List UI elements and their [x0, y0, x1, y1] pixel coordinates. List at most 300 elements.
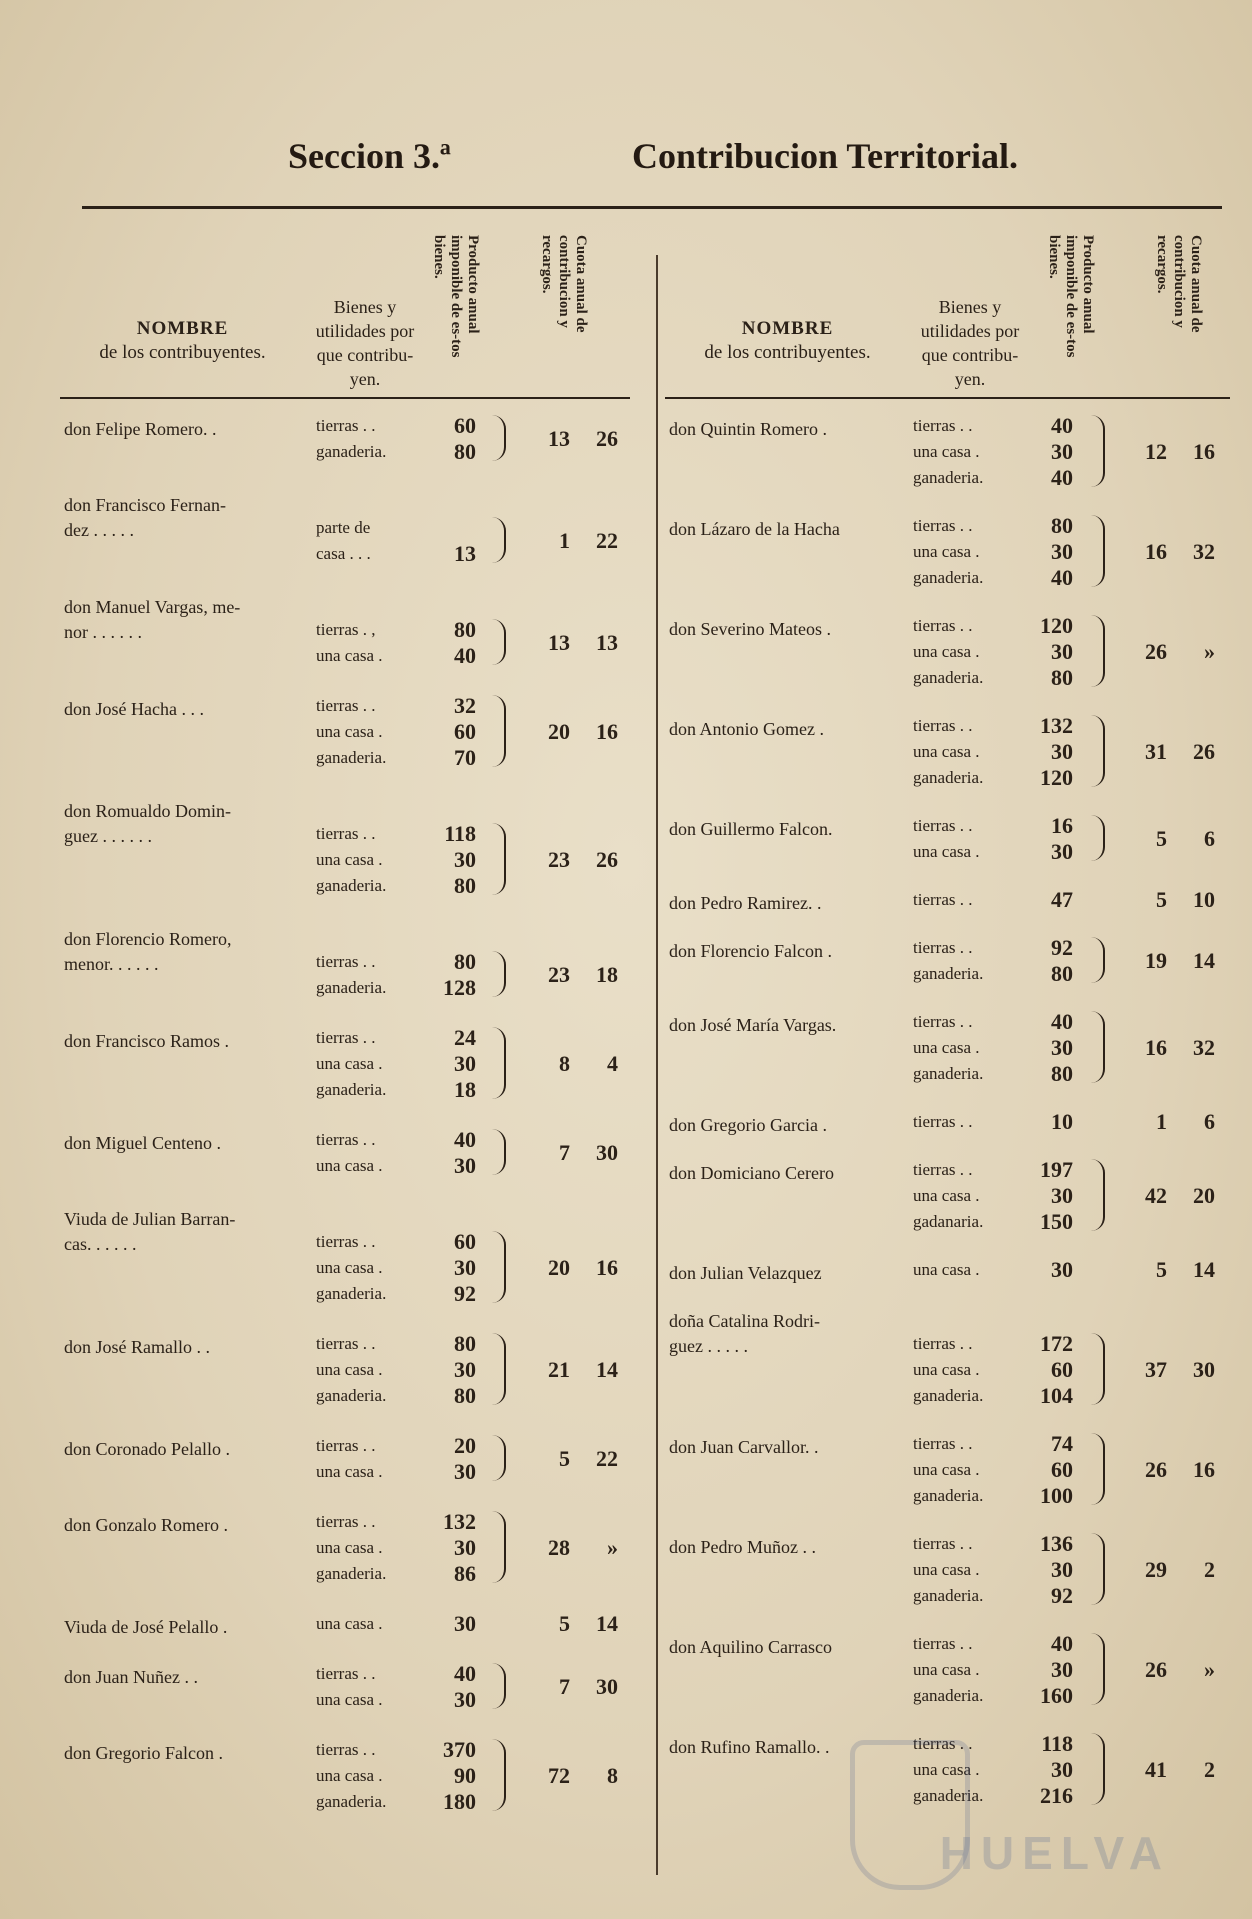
contributor-entry [665, 713, 1230, 813]
contributor-entry [665, 613, 1230, 713]
goods-item: una casa . [316, 1156, 383, 1175]
brace-mark [484, 1231, 506, 1303]
product-value: 40 [1051, 1631, 1073, 1656]
quota-value [518, 1255, 628, 1281]
right-header [665, 225, 1230, 399]
brace-mark [484, 517, 506, 563]
product-value: 92 [454, 1281, 476, 1306]
goods-item: gadanaria. [913, 1212, 984, 1231]
goods-item: tierras . . [913, 1434, 973, 1453]
product-value: 80 [454, 1331, 476, 1356]
goods-item: una casa . [316, 1054, 383, 1073]
contributor-name: doña Catalina Rodri- guez . . . . . [669, 1311, 820, 1356]
goods-item: tierras . . [316, 952, 376, 971]
goods-item: una casa . [316, 850, 383, 869]
quota-value [518, 1140, 628, 1166]
quota-cents: 10 [1193, 887, 1215, 912]
product-value: 80 [1051, 1061, 1073, 1086]
product-value: 30 [454, 1255, 476, 1280]
quota-cents: 14 [596, 1611, 618, 1636]
product-value: 30 [1051, 439, 1073, 464]
contributor-entry [60, 489, 630, 591]
goods-item: tierras . . [913, 616, 973, 635]
product-value: 16 [1051, 813, 1073, 838]
quota-reales: 26 [1145, 1657, 1167, 1682]
goods-item: una casa . [316, 1614, 383, 1633]
contributor-name: don Florencio Romero, menor. . . . . . [64, 929, 232, 974]
contributor-name: don Antonio Gomez . [669, 719, 824, 739]
goods-item: tierras . . [913, 1734, 973, 1753]
goods-item: una casa . [913, 842, 980, 861]
goods-item: una casa . [913, 742, 980, 761]
brace-mark [1083, 415, 1105, 487]
left-entries [60, 413, 630, 1839]
quota-cents: » [607, 1535, 618, 1560]
quota-cents: 32 [1193, 1035, 1215, 1060]
product-value: 30 [454, 1535, 476, 1560]
product-value: 80 [1051, 665, 1073, 690]
quota-value [518, 528, 628, 554]
product-value: 30 [1051, 1183, 1073, 1208]
quota-value [1115, 1035, 1225, 1061]
brace-mark [1083, 515, 1105, 587]
quota-cents: 26 [596, 426, 618, 451]
quota-reales: 29 [1145, 1557, 1167, 1582]
goods-item: ganaderia. [316, 442, 387, 461]
product-value: 32 [454, 693, 476, 718]
product-value: 70 [454, 745, 476, 770]
product-value: 86 [454, 1561, 476, 1586]
quota-reales: 13 [548, 426, 570, 451]
goods-header: Bienes y utilidades por que contribu-yen. [315, 297, 415, 389]
product-value: 60 [454, 719, 476, 744]
quota-header: Cuota anual de contribucion y recargos. [539, 235, 589, 333]
product-value: 30 [454, 1051, 476, 1076]
goods-item: ganaderia. [316, 1386, 387, 1405]
name-header: NOMBRE de los contribuyentes. [99, 318, 266, 363]
brace-mark [484, 415, 506, 461]
quota-reales: 37 [1145, 1357, 1167, 1382]
contributor-entry [665, 413, 1230, 513]
contributor-name: don Felipe Romero. . [64, 419, 217, 439]
contributor-entry [665, 887, 1230, 935]
quota-reales: 12 [1145, 439, 1167, 464]
goods-item: tierras . . [316, 696, 376, 715]
contributor-name: don Francisco Fernan- dez . . . . . [64, 495, 226, 540]
quota-cents: 16 [596, 719, 618, 744]
quota-value [518, 1611, 628, 1637]
contributor-entry [60, 923, 630, 1025]
quota-reales: 1 [1156, 1109, 1167, 1134]
goods-item: ganaderia. [913, 768, 984, 787]
goods-item: una casa . [316, 646, 383, 665]
goods-item: ganaderia. [913, 468, 984, 487]
quota-reales: 8 [559, 1051, 570, 1076]
product-value: 104 [1040, 1383, 1073, 1408]
product-value: 30 [1051, 1557, 1073, 1582]
quota-cents: » [1204, 1657, 1215, 1682]
goods-item: ganaderia. [316, 978, 387, 997]
product-value: 60 [1051, 1457, 1073, 1482]
quota-reales: 23 [548, 847, 570, 872]
contributor-entry [60, 413, 630, 489]
contributor-entry [60, 1331, 630, 1433]
product-value: 60 [454, 1229, 476, 1254]
quota-value [1115, 1257, 1225, 1283]
quota-cents: 8 [607, 1763, 618, 1788]
goods-item: tierras . . [913, 1012, 973, 1031]
contributor-name: don Francisco Ramos . [64, 1031, 229, 1051]
goods-item: tierras . . [316, 416, 376, 435]
quota-reales: 42 [1145, 1183, 1167, 1208]
goods-item: ganaderia. [316, 748, 387, 767]
quota-reales: 21 [548, 1357, 570, 1382]
goods-item: una casa . [913, 1038, 980, 1057]
contributor-entry [665, 1531, 1230, 1631]
goods-item: ganaderia. [316, 1792, 387, 1811]
goods-item: ganaderia. [913, 964, 984, 983]
goods-item: tierras . . [316, 1664, 376, 1683]
goods-item: una casa . [913, 1360, 980, 1379]
goods-item: una casa . [913, 642, 980, 661]
quota-reales: 16 [1145, 1035, 1167, 1060]
contributor-entry [665, 1431, 1230, 1531]
goods-item: ganaderia. [913, 1786, 984, 1805]
contributor-entry [60, 1127, 630, 1203]
quota-header: Cuota anual de contribucion y recargos. [1154, 235, 1204, 333]
contributor-name: don Pedro Ramirez. . [669, 893, 822, 913]
product-value: 80 [1051, 513, 1073, 538]
product-value: 40 [454, 1661, 476, 1686]
product-value: 80 [1051, 961, 1073, 986]
contributor-name: don Manuel Vargas, me- nor . . . . . . [64, 597, 241, 642]
quota-value [1115, 1183, 1225, 1209]
goods-item: ganaderia. [913, 1064, 984, 1083]
brace-mark [484, 1739, 506, 1811]
brace-mark [1083, 937, 1105, 983]
product-value: 60 [454, 413, 476, 438]
right-column [665, 225, 1230, 1831]
quota-value [518, 426, 628, 452]
quota-reales: 26 [1145, 1457, 1167, 1482]
contributor-entry [60, 1737, 630, 1839]
quota-value [518, 1535, 628, 1561]
product-value: 160 [1040, 1683, 1073, 1708]
quota-value [1115, 539, 1225, 565]
quota-reales: 26 [1145, 639, 1167, 664]
goods-item: una casa . [913, 1260, 980, 1279]
quota-value [518, 1357, 628, 1383]
contributor-name: Viuda de Julian Barran- cas. . . . . . [64, 1209, 236, 1254]
name-header: NOMBRE de los contribuyentes. [704, 318, 871, 363]
brace-mark [484, 619, 506, 665]
right-entries [665, 413, 1230, 1831]
contributor-name: don Juan Nuñez . . [64, 1667, 198, 1687]
goods-item: una casa . [316, 1360, 383, 1379]
quota-reales: 1 [559, 528, 570, 553]
quota-cents: 26 [596, 847, 618, 872]
product-value: 120 [1040, 765, 1073, 790]
quota-reales: 7 [559, 1674, 570, 1699]
brace-mark [484, 823, 506, 895]
goods-item: tierras . . [316, 1130, 376, 1149]
goods-item: ganaderia. [913, 1386, 984, 1405]
quota-reales: 31 [1145, 739, 1167, 764]
product-value: 30 [454, 1153, 476, 1178]
quota-cents: 13 [596, 630, 618, 655]
product-value: 24 [454, 1025, 476, 1050]
contributor-name: don Romualdo Domin- guez . . . . . . [64, 801, 231, 846]
quota-reales: 5 [559, 1446, 570, 1471]
product-value: 30 [1051, 1257, 1073, 1282]
product-value: 30 [1051, 1757, 1073, 1782]
brace-mark [1083, 1433, 1105, 1505]
quota-value [1115, 1357, 1225, 1383]
quota-cents: 30 [1193, 1357, 1215, 1382]
brace-mark [1083, 1533, 1105, 1605]
goods-item: tierras . . [913, 1534, 973, 1553]
product-value: 370 [443, 1737, 476, 1762]
contributor-entry [60, 591, 630, 693]
contributor-entry [665, 1631, 1230, 1731]
quota-value [518, 1763, 628, 1789]
contributor-entry [665, 935, 1230, 1009]
product-value: 197 [1040, 1157, 1073, 1182]
goods-item: ganaderia. [913, 568, 984, 587]
goods-item: una casa . [316, 1462, 383, 1481]
quota-reales: 16 [1145, 539, 1167, 564]
contributor-entry [665, 1109, 1230, 1157]
product-value: 80 [454, 617, 476, 642]
contributor-entry [665, 1009, 1230, 1109]
quota-reales: 5 [1156, 887, 1167, 912]
goods-item: tierras . . [913, 1334, 973, 1353]
brace-mark [484, 695, 506, 767]
contributor-name: don José Ramallo . . [64, 1337, 210, 1357]
contributor-name: don Rufino Ramallo. . [669, 1737, 830, 1757]
contributor-name: don José Hacha . . . [64, 699, 204, 719]
quota-value [518, 1446, 628, 1472]
left-column [60, 225, 630, 1839]
product-value: 40 [1051, 413, 1073, 438]
contributor-entry [60, 693, 630, 795]
product-value: 30 [1051, 1657, 1073, 1682]
goods-item: ganaderia. [913, 1686, 984, 1705]
goods-item: tierras . . [316, 1512, 376, 1531]
contributor-name: don Julian Velazquez [669, 1263, 822, 1283]
quota-reales: 20 [548, 719, 570, 744]
quota-value [518, 1674, 628, 1700]
archive-watermark: HUELVA [850, 1740, 1180, 1890]
product-header: Producto anual imponible de es-tos bienes. [1046, 235, 1096, 358]
quota-value [1115, 739, 1225, 765]
contributor-entry [60, 1509, 630, 1611]
section-heading: Seccion 3.ª [288, 136, 451, 176]
product-value: 60 [1051, 1357, 1073, 1382]
contributor-name: don Florencio Falcon . [669, 941, 832, 961]
product-value: 74 [1051, 1431, 1073, 1456]
quota-cents: 30 [596, 1674, 618, 1699]
product-value: 30 [1051, 739, 1073, 764]
quota-cents: 16 [596, 1255, 618, 1280]
product-value: 40 [454, 643, 476, 668]
top-rule [82, 206, 1222, 209]
quota-cents: 16 [1193, 439, 1215, 464]
product-value: 172 [1040, 1331, 1073, 1356]
product-value: 40 [1051, 1009, 1073, 1034]
goods-item: una casa . [913, 542, 980, 561]
quota-cents: 16 [1193, 1457, 1215, 1482]
product-value: 30 [454, 1687, 476, 1712]
goods-item: tierras . . [913, 516, 973, 535]
product-value: 30 [454, 1611, 476, 1636]
goods-item: una casa . [316, 1766, 383, 1785]
product-value: 118 [1041, 1731, 1073, 1756]
brace-mark [484, 1027, 506, 1099]
goods-item: tierras . . [316, 1232, 376, 1251]
column-divider [656, 255, 658, 1875]
goods-item: una casa . [913, 1460, 980, 1479]
goods-item: casa . . . [316, 544, 371, 563]
goods-item: tierras . . [913, 1112, 973, 1131]
product-value: 40 [1051, 565, 1073, 590]
goods-item: ganaderia. [316, 1284, 387, 1303]
brace-mark [484, 1435, 506, 1481]
goods-item: una casa . [913, 1560, 980, 1579]
goods-item: una casa . [913, 1660, 980, 1679]
quota-value [1115, 439, 1225, 465]
brace-mark [484, 1333, 506, 1405]
quota-reales: 28 [548, 1535, 570, 1560]
product-value: 150 [1040, 1209, 1073, 1234]
product-value: 18 [454, 1077, 476, 1102]
brace-mark [484, 951, 506, 997]
product-value: 128 [443, 975, 476, 1000]
quota-reales: 41 [1145, 1757, 1167, 1782]
quota-cents: 22 [596, 1446, 618, 1471]
contributor-entry [665, 1157, 1230, 1257]
product-value: 40 [454, 1127, 476, 1152]
product-value: 136 [1040, 1531, 1073, 1556]
contributor-name: don Pedro Muñoz . . [669, 1537, 816, 1557]
quota-cents: 14 [1193, 1257, 1215, 1282]
quota-value [518, 847, 628, 873]
product-value: 30 [1051, 639, 1073, 664]
goods-item: tierras . . [913, 890, 973, 909]
quota-value [1115, 887, 1225, 913]
quota-reales: 5 [1156, 826, 1167, 851]
quota-value [1115, 1557, 1225, 1583]
quota-reales: 72 [548, 1763, 570, 1788]
quota-reales: 5 [559, 1611, 570, 1636]
brace-mark [484, 1129, 506, 1175]
product-value: 180 [443, 1789, 476, 1814]
quota-value [1115, 1457, 1225, 1483]
brace-mark [1083, 1633, 1105, 1705]
product-value: 216 [1040, 1783, 1073, 1808]
goods-item: una casa . [316, 1258, 383, 1277]
goods-item: tierras . . [913, 716, 973, 735]
contributor-entry [60, 1433, 630, 1509]
contributor-entry [60, 1025, 630, 1127]
contributor-entry [60, 1203, 630, 1331]
contributor-name: don Juan Carvallor. . [669, 1437, 819, 1457]
product-value: 13 [454, 541, 476, 566]
brace-mark [1083, 1333, 1105, 1405]
goods-item: ganaderia. [316, 1564, 387, 1583]
product-value: 20 [454, 1433, 476, 1458]
contributor-name: don José María Vargas. [669, 1015, 837, 1035]
goods-item: tierras . . [913, 816, 973, 835]
product-value: 30 [1051, 539, 1073, 564]
contributor-entry [665, 813, 1230, 887]
quota-value [518, 719, 628, 745]
quota-cents: 4 [607, 1051, 618, 1076]
quota-value [518, 962, 628, 988]
contributor-entry [665, 1305, 1230, 1431]
quota-value [1115, 1657, 1225, 1683]
brace-mark [1083, 1011, 1105, 1083]
contributor-name: don Severino Mateos . [669, 619, 831, 639]
goods-item: ganaderia. [913, 668, 984, 687]
goods-item: tierras . . [316, 1334, 376, 1353]
quota-reales: 19 [1145, 948, 1167, 973]
product-value: 100 [1040, 1483, 1073, 1508]
brace-mark [1083, 1159, 1105, 1231]
quota-reales: 23 [548, 962, 570, 987]
quota-cents: 14 [1193, 948, 1215, 973]
quota-cents: 20 [1193, 1183, 1215, 1208]
product-value: 80 [454, 949, 476, 974]
left-header [60, 225, 630, 399]
goods-item: una casa . [913, 442, 980, 461]
product-header: Producto anual imponible de es-tos bienes. [431, 235, 481, 358]
product-value: 30 [454, 847, 476, 872]
quota-value [1115, 948, 1225, 974]
product-value: 80 [454, 439, 476, 464]
quota-cents: 30 [596, 1140, 618, 1165]
quota-value [518, 1051, 628, 1077]
contributor-name: don Gregorio Garcia . [669, 1115, 827, 1135]
quota-reales: 5 [1156, 1257, 1167, 1282]
product-value: 92 [1051, 935, 1073, 960]
contributor-entry [60, 795, 630, 923]
goods-item: ganaderia. [316, 1080, 387, 1099]
goods-item: una casa . [913, 1760, 980, 1779]
quota-cents: 18 [596, 962, 618, 987]
goods-item: tierras . . [913, 1160, 973, 1179]
product-value: 80 [454, 873, 476, 898]
product-value: 47 [1051, 887, 1073, 912]
product-value: 30 [454, 1357, 476, 1382]
contributor-name: don Gregorio Falcon . [64, 1743, 223, 1763]
quota-cents: 6 [1204, 1109, 1215, 1134]
contributor-name: don Guillermo Falcon. [669, 819, 833, 839]
contributor-name: don Aquilino Carrasco [669, 1637, 832, 1657]
quota-reales: 13 [548, 630, 570, 655]
product-value: 90 [454, 1763, 476, 1788]
brace-mark [1083, 715, 1105, 787]
quota-cents: 2 [1204, 1757, 1215, 1782]
goods-item: tierras . . [316, 1028, 376, 1047]
quota-value [1115, 639, 1225, 665]
product-value: 40 [1051, 465, 1073, 490]
goods-item: ganaderia. [316, 876, 387, 895]
quota-cents: 32 [1193, 539, 1215, 564]
goods-item: una casa . [316, 1690, 383, 1709]
page-title: Contribucion Territorial. [632, 136, 1018, 176]
goods-item: tierras . . [316, 824, 376, 843]
